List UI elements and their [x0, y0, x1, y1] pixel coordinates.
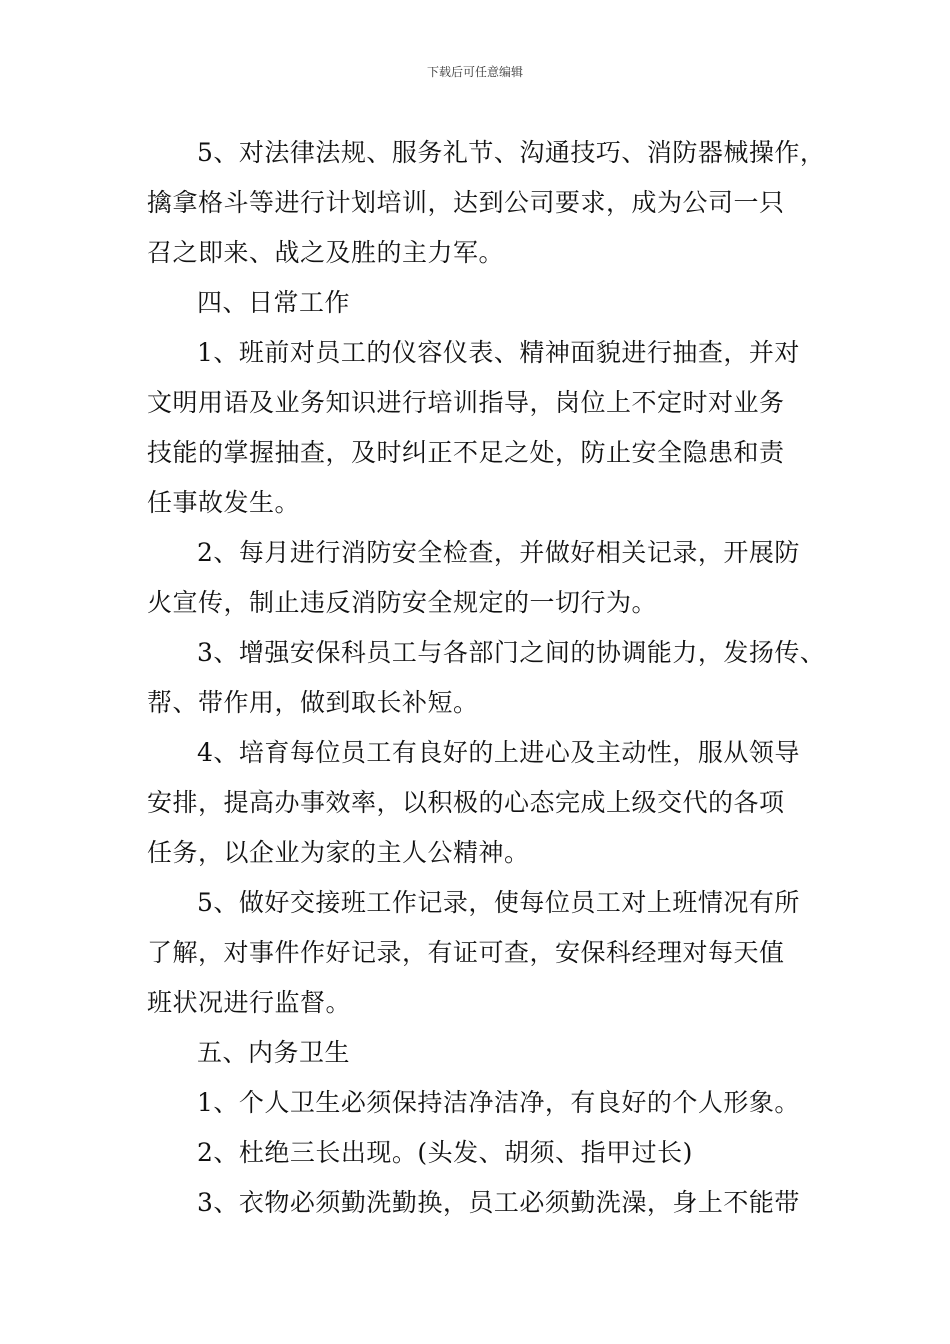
paragraph-line: 1、班前对员工的仪容仪表、精神面貌进行抽查，并对 [197, 338, 800, 367]
paragraph-line: 4、培育每位员工有良好的上进心及主动性，服从领导 [197, 738, 800, 767]
paragraph-line: 3、衣物必须勤洗勤换，员工必须勤洗澡，身上不能带 [197, 1188, 800, 1217]
paragraph [147, 728, 827, 878]
paragraph-line: 技能的掌握抽查，及时纠正不足之处，防止安全隐患和责 [147, 438, 785, 467]
paragraph-line: 召之即来、战之及胜的主力军。 [147, 238, 505, 267]
paragraph-line: 帮、带作用，做到取长补短。 [147, 688, 479, 717]
page-header: 下载后可任意编辑 [426, 65, 523, 79]
paragraph [147, 1178, 827, 1228]
paragraph-line: 了解，对事件作好记录，有证可查，安保科经理对每天值 [147, 938, 785, 967]
paragraph [147, 878, 827, 1028]
paragraph-line: 任务，以企业为家的主人公精神。 [147, 838, 530, 867]
section-heading-text: 四、日常工作 [197, 288, 351, 317]
paragraph-line: 1、个人卫生必须保持洁净洁净，有良好的个人形象。 [197, 1088, 800, 1117]
paragraph-line: 2、每月进行消防安全检查，并做好相关记录，开展防 [197, 538, 800, 567]
paragraph-line: 任事故发生。 [147, 488, 301, 517]
section-heading [147, 1028, 827, 1078]
paragraph [147, 128, 827, 278]
paragraph [147, 628, 827, 728]
paragraph-line: 2、杜绝三长出现。(头发、胡须、指甲过长) [197, 1138, 693, 1167]
section-heading [147, 278, 827, 328]
document-body [147, 128, 827, 1228]
paragraph [147, 1078, 827, 1128]
paragraph-line: 文明用语及业务知识进行培训指导，岗位上不定时对业务 [147, 388, 785, 417]
paragraph-line: 安排，提高办事效率，以积极的心态完成上级交代的各项 [147, 788, 785, 817]
paragraph [147, 328, 827, 528]
paragraph [147, 1128, 827, 1178]
paragraph [147, 528, 827, 628]
paragraph-line: 火宣传，制止违反消防安全规定的一切行为。 [147, 588, 658, 617]
paragraph-line: 5、对法律法规、服务礼节、沟通技巧、消防器械操作， [197, 138, 826, 167]
paragraph-line: 擒拿格斗等进行计划培训，达到公司要求，成为公司一只 [147, 188, 785, 217]
paragraph-line: 班状况进行监督。 [147, 988, 352, 1017]
section-heading-text: 五、内务卫生 [197, 1038, 351, 1067]
paragraph-line: 3、增强安保科员工与各部门之间的协调能力，发扬传、 [197, 638, 826, 667]
paragraph-line: 5、做好交接班工作记录，使每位员工对上班情况有所 [197, 888, 800, 917]
